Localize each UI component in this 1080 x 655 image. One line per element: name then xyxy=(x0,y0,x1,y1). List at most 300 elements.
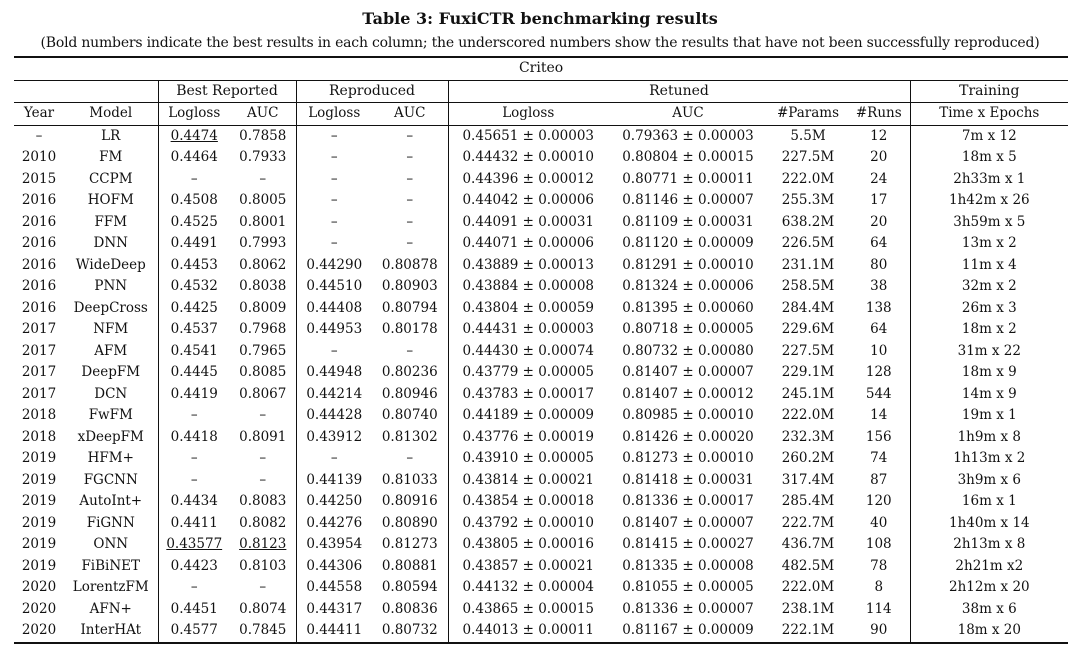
cell-rp-auc: 0.80740 xyxy=(381,407,438,424)
cell-model: InterHAt xyxy=(80,622,142,639)
cell-time: 1h42m x 26 xyxy=(910,190,1068,212)
cell-runs: 544 xyxy=(865,385,892,402)
cell-params: 245.1M xyxy=(781,385,835,402)
cell-rp-auc: 0.80916 xyxy=(381,493,438,510)
cell-time: 18m x 20 xyxy=(910,620,1068,643)
cell-br-logloss: 0.4451 xyxy=(158,599,230,621)
table-row xyxy=(14,298,1068,320)
cell-rt-logloss: 0.44091 ± 0.00031 xyxy=(448,212,608,234)
cell-br-logloss: – xyxy=(158,577,230,599)
cell-rt-auc: 0.79363 ± 0.00003 xyxy=(622,127,754,144)
col-rp-auc: AUC xyxy=(394,105,426,122)
cell-br-auc: 0.8009 xyxy=(239,299,287,316)
table-row xyxy=(14,212,1068,234)
benchmark-table xyxy=(14,56,1068,644)
cell-runs: 17 xyxy=(870,192,888,209)
table-row xyxy=(14,556,1068,578)
cell-runs: 138 xyxy=(865,299,892,316)
table-row xyxy=(14,427,1068,449)
table-row xyxy=(14,620,1068,643)
cell-rp-logloss: – xyxy=(296,212,372,234)
cell-time: 18m x 5 xyxy=(910,147,1068,169)
cell-rt-logloss: 0.43910 ± 0.00005 xyxy=(448,448,608,470)
cell-time: 19m x 1 xyxy=(910,405,1068,427)
col-rp-logloss: Logloss xyxy=(296,103,372,126)
cell-br-logloss: – xyxy=(158,405,230,427)
cell-model: DeepCross xyxy=(73,299,148,316)
cell-br-logloss: – xyxy=(158,470,230,492)
table-row xyxy=(14,513,1068,535)
cell-time: 26m x 3 xyxy=(910,298,1068,320)
cell-runs: 90 xyxy=(870,622,888,639)
cell-model: NFM xyxy=(93,321,129,338)
cell-rp-logloss: – xyxy=(296,169,372,191)
cell-br-logloss: 0.43577 xyxy=(158,534,230,556)
table-body xyxy=(14,125,1068,643)
dataset-name: Criteo xyxy=(518,60,564,77)
cell-br-logloss: 0.4508 xyxy=(158,190,230,212)
cell-rp-auc: – xyxy=(406,149,414,166)
cell-model: WideDeep xyxy=(75,256,146,273)
cell-rt-auc: 0.81407 ± 0.00007 xyxy=(622,514,754,531)
table-subtitle: (Bold numbers indicate the best results in each column; the underscored numbers show the results that have not been successfully reproduced) xyxy=(40,35,1040,51)
cell-params: 232.3M xyxy=(781,428,835,445)
cell-time: 31m x 22 xyxy=(910,341,1068,363)
cell-params: 284.4M xyxy=(781,299,835,316)
cell-year: 2017 xyxy=(21,342,57,359)
table-row xyxy=(14,147,1068,169)
cell-rp-auc: 0.80594 xyxy=(381,579,438,596)
cell-rp-auc: 0.80903 xyxy=(381,278,438,295)
cell-rt-auc: 0.81407 ± 0.00007 xyxy=(622,364,754,381)
cell-params: 222.0M xyxy=(781,170,835,187)
cell-params: 258.5M xyxy=(781,278,835,295)
cell-year: 2017 xyxy=(21,321,57,338)
cell-br-auc: 0.7845 xyxy=(239,622,287,639)
table-row xyxy=(14,169,1068,191)
table-row xyxy=(14,255,1068,277)
cell-rt-logloss: 0.43814 ± 0.00021 xyxy=(448,470,608,492)
cell-year: 2016 xyxy=(21,256,57,273)
cell-rt-auc: 0.81109 ± 0.00031 xyxy=(622,213,754,230)
cell-br-auc: 0.8038 xyxy=(239,278,287,295)
cell-br-auc: 0.8123 xyxy=(239,536,287,553)
cell-rp-logloss: 0.44411 xyxy=(296,620,372,643)
cell-params: 482.5M xyxy=(781,557,835,574)
cell-br-auc: – xyxy=(259,170,267,187)
cell-time: 1h40m x 14 xyxy=(910,513,1068,535)
cell-rp-auc: 0.80732 xyxy=(381,622,438,639)
cell-year: 2019 xyxy=(21,536,57,553)
table-row xyxy=(14,190,1068,212)
cell-year: 2020 xyxy=(21,622,57,639)
cell-rt-auc: 0.81395 ± 0.00060 xyxy=(622,299,754,316)
cell-model: FM xyxy=(99,149,123,166)
cell-year: 2019 xyxy=(21,450,57,467)
cell-rt-logloss: 0.43854 ± 0.00018 xyxy=(448,491,608,513)
cell-br-auc: 0.8082 xyxy=(239,514,287,531)
cell-time: 32m x 2 xyxy=(910,276,1068,298)
cell-br-auc: 0.8074 xyxy=(239,600,287,617)
cell-year: 2018 xyxy=(21,428,57,445)
cell-br-logloss: 0.4423 xyxy=(158,556,230,578)
cell-rp-logloss: – xyxy=(296,341,372,363)
cell-rp-auc: 0.81273 xyxy=(381,536,438,553)
cell-runs: 10 xyxy=(870,342,888,359)
col-time-epochs: Time x Epochs xyxy=(910,103,1068,126)
cell-br-logloss: 0.4445 xyxy=(158,362,230,384)
cell-rp-auc: – xyxy=(406,235,414,252)
cell-br-logloss: 0.4577 xyxy=(158,620,230,643)
cell-rp-logloss: 0.44276 xyxy=(296,513,372,535)
cell-rp-logloss: 0.44306 xyxy=(296,556,372,578)
cell-rt-auc: 0.81336 ± 0.00017 xyxy=(622,493,754,510)
cell-br-auc: 0.7933 xyxy=(239,149,287,166)
cell-time: 3h59m x 5 xyxy=(910,212,1068,234)
cell-br-logloss: 0.4425 xyxy=(158,298,230,320)
col-rt-auc: AUC xyxy=(672,105,704,122)
cell-rp-auc: 0.80878 xyxy=(381,256,438,273)
cell-runs: 40 xyxy=(870,514,888,531)
cell-runs: 78 xyxy=(870,557,888,574)
cell-rt-auc: 0.81146 ± 0.00007 xyxy=(622,192,754,209)
cell-rp-logloss: 0.43954 xyxy=(296,534,372,556)
cell-model: FwFM xyxy=(88,407,133,424)
cell-time: 2h33m x 1 xyxy=(910,169,1068,191)
cell-year: 2010 xyxy=(21,149,57,166)
cell-br-logloss: 0.4411 xyxy=(158,513,230,535)
cell-params: 5.5M xyxy=(790,127,826,144)
cell-br-logloss: 0.4418 xyxy=(158,427,230,449)
cell-rp-logloss: 0.44139 xyxy=(296,470,372,492)
cell-rp-logloss: 0.44428 xyxy=(296,405,372,427)
cell-rp-logloss: 0.44290 xyxy=(296,255,372,277)
cell-rp-auc: – xyxy=(406,213,414,230)
cell-model: HOFM xyxy=(87,192,134,209)
cell-runs: 87 xyxy=(870,471,888,488)
cell-time: 11m x 4 xyxy=(910,255,1068,277)
cell-params: 222.1M xyxy=(781,622,835,639)
cell-year: 2018 xyxy=(21,407,57,424)
cell-rt-auc: 0.81324 ± 0.00006 xyxy=(622,278,754,295)
cell-rt-logloss: 0.43792 ± 0.00010 xyxy=(448,513,608,535)
table-row xyxy=(14,362,1068,384)
table-row xyxy=(14,405,1068,427)
cell-runs: 128 xyxy=(865,364,892,381)
cell-br-logloss: 0.4537 xyxy=(158,319,230,341)
cell-rp-auc: – xyxy=(406,450,414,467)
cell-runs: 14 xyxy=(870,407,888,424)
cell-params: 222.0M xyxy=(781,407,835,424)
cell-br-auc: 0.8085 xyxy=(239,364,287,381)
cell-model: FiGNN xyxy=(86,514,135,531)
cell-model: PNN xyxy=(94,278,128,295)
table-row xyxy=(14,577,1068,599)
cell-rp-auc: 0.80178 xyxy=(381,321,438,338)
cell-time: 7m x 12 xyxy=(910,125,1068,147)
cell-br-logloss: 0.4453 xyxy=(158,255,230,277)
cell-time: 3h9m x 6 xyxy=(910,470,1068,492)
cell-rp-logloss: – xyxy=(296,233,372,255)
cell-year: 2015 xyxy=(21,170,57,187)
cell-rp-logloss: 0.44953 xyxy=(296,319,372,341)
cell-runs: 8 xyxy=(874,579,884,596)
cell-params: 260.2M xyxy=(781,450,835,467)
table-row xyxy=(14,599,1068,621)
table-row xyxy=(14,233,1068,255)
cell-model: ONN xyxy=(93,536,129,553)
cell-runs: 80 xyxy=(870,256,888,273)
cell-br-logloss: – xyxy=(158,169,230,191)
cell-rt-auc: 0.80771 ± 0.00011 xyxy=(622,170,754,187)
cell-rt-logloss: 0.44189 ± 0.00009 xyxy=(448,405,608,427)
cell-rp-logloss: 0.43912 xyxy=(296,427,372,449)
cell-br-auc: – xyxy=(259,407,267,424)
cell-rp-auc: 0.81302 xyxy=(381,428,438,445)
col-br-logloss: Logloss xyxy=(158,103,230,126)
cell-params: 285.4M xyxy=(781,493,835,510)
group-reproduced: Reproduced xyxy=(296,80,448,103)
cell-rt-auc: 0.81273 ± 0.00010 xyxy=(622,450,754,467)
cell-rt-auc: 0.80732 ± 0.00080 xyxy=(622,342,754,359)
cell-runs: 20 xyxy=(870,149,888,166)
cell-model: HFM+ xyxy=(87,450,134,467)
cell-rp-logloss: – xyxy=(296,190,372,212)
cell-year: 2019 xyxy=(21,493,57,510)
cell-br-auc: 0.8083 xyxy=(239,493,287,510)
cell-time: 18m x 2 xyxy=(910,319,1068,341)
cell-rp-logloss: 0.44408 xyxy=(296,298,372,320)
cell-br-auc: 0.8005 xyxy=(239,192,287,209)
cell-params: 226.5M xyxy=(781,235,835,252)
cell-rp-logloss: 0.44558 xyxy=(296,577,372,599)
cell-rp-logloss: 0.44317 xyxy=(296,599,372,621)
cell-br-auc: 0.8091 xyxy=(239,428,287,445)
table-row xyxy=(14,319,1068,341)
cell-rt-logloss: 0.43857 ± 0.00021 xyxy=(448,556,608,578)
cell-time: 14m x 9 xyxy=(910,384,1068,406)
cell-rt-logloss: 0.45651 ± 0.00003 xyxy=(448,125,608,147)
cell-rt-logloss: 0.43865 ± 0.00015 xyxy=(448,599,608,621)
cell-year: 2016 xyxy=(21,299,57,316)
cell-rp-auc: 0.80946 xyxy=(381,385,438,402)
cell-time: 2h12m x 20 xyxy=(910,577,1068,599)
cell-params: 255.3M xyxy=(781,192,835,209)
cell-br-logloss: 0.4532 xyxy=(158,276,230,298)
cell-year: 2017 xyxy=(21,385,57,402)
cell-year: 2020 xyxy=(21,600,57,617)
col-br-auc: AUC xyxy=(247,105,279,122)
cell-rt-auc: 0.81167 ± 0.00009 xyxy=(622,622,754,639)
table-row xyxy=(14,276,1068,298)
cell-br-auc: 0.8103 xyxy=(239,557,287,574)
cell-model: AFN+ xyxy=(89,600,132,617)
cell-rp-auc: 0.80836 xyxy=(381,600,438,617)
cell-rt-auc: 0.81336 ± 0.00007 xyxy=(622,600,754,617)
cell-runs: 24 xyxy=(870,170,888,187)
cell-year: 2016 xyxy=(21,213,57,230)
cell-model: xDeepFM xyxy=(77,428,144,445)
cell-time: 1h9m x 8 xyxy=(910,427,1068,449)
cell-params: 229.6M xyxy=(781,321,835,338)
cell-params: 227.5M xyxy=(781,342,835,359)
cell-br-auc: 0.7993 xyxy=(239,235,287,252)
cell-rt-logloss: 0.43805 ± 0.00016 xyxy=(448,534,608,556)
cell-time: 2h21m x2 xyxy=(910,556,1068,578)
group-retuned: Retuned xyxy=(448,80,910,103)
cell-rt-logloss: 0.44432 ± 0.00010 xyxy=(448,147,608,169)
cell-year: 2016 xyxy=(21,192,57,209)
cell-runs: 64 xyxy=(870,321,888,338)
cell-rt-auc: 0.81418 ± 0.00031 xyxy=(622,471,754,488)
cell-rt-auc: 0.81055 ± 0.00005 xyxy=(622,579,754,596)
cell-br-logloss: 0.4541 xyxy=(158,341,230,363)
group-header-row xyxy=(14,80,1068,103)
cell-year: 2016 xyxy=(21,278,57,295)
cell-rp-logloss: 0.44948 xyxy=(296,362,372,384)
cell-br-auc: – xyxy=(259,450,267,467)
cell-rp-auc: 0.80881 xyxy=(381,557,438,574)
cell-runs: 12 xyxy=(870,127,888,144)
cell-params: 436.7M xyxy=(781,536,835,553)
cell-time: 1h13m x 2 xyxy=(910,448,1068,470)
cell-br-logloss: 0.4491 xyxy=(158,233,230,255)
cell-time: 38m x 6 xyxy=(910,599,1068,621)
cell-year: – xyxy=(35,127,43,144)
cell-br-logloss: – xyxy=(158,448,230,470)
table-row xyxy=(14,384,1068,406)
cell-year: 2017 xyxy=(21,364,57,381)
cell-rp-auc: – xyxy=(406,192,414,209)
cell-model: FiBiNET xyxy=(81,557,141,574)
cell-runs: 120 xyxy=(865,493,892,510)
cell-rt-logloss: 0.43884 ± 0.00008 xyxy=(448,276,608,298)
cell-year: 2019 xyxy=(21,557,57,574)
cell-rt-logloss: 0.44396 ± 0.00012 xyxy=(448,169,608,191)
cell-rt-logloss: 0.43889 ± 0.00013 xyxy=(448,255,608,277)
cell-rp-logloss: – xyxy=(296,125,372,147)
col-params: #Params xyxy=(776,105,840,122)
cell-rt-logloss: 0.44430 ± 0.00074 xyxy=(448,341,608,363)
table-row xyxy=(14,341,1068,363)
cell-year: 2020 xyxy=(21,579,57,596)
cell-rt-auc: 0.81415 ± 0.00027 xyxy=(622,536,754,553)
table-row xyxy=(14,448,1068,470)
cell-params: 238.1M xyxy=(781,600,835,617)
cell-runs: 74 xyxy=(870,450,888,467)
cell-br-auc: 0.8001 xyxy=(239,213,287,230)
cell-rp-logloss: – xyxy=(296,448,372,470)
group-training: Training xyxy=(910,80,1068,103)
table-row xyxy=(14,534,1068,556)
cell-model: LorentzFM xyxy=(72,579,149,596)
cell-rt-auc: 0.80985 ± 0.00010 xyxy=(622,407,754,424)
cell-runs: 108 xyxy=(865,536,892,553)
cell-rp-logloss: 0.44214 xyxy=(296,384,372,406)
cell-rt-auc: 0.81407 ± 0.00012 xyxy=(622,385,754,402)
cell-rt-logloss: 0.44013 ± 0.00011 xyxy=(448,620,608,643)
cell-model: FGCNN xyxy=(83,471,138,488)
cell-params: 222.7M xyxy=(781,514,835,531)
cell-br-auc: – xyxy=(259,579,267,596)
cell-br-logloss: 0.4464 xyxy=(158,147,230,169)
table-title: Table 3: FuxiCTR benchmarking results xyxy=(362,9,718,28)
cell-runs: 64 xyxy=(870,235,888,252)
cell-runs: 156 xyxy=(865,428,892,445)
dataset-header-row xyxy=(14,57,1068,80)
cell-rp-auc: 0.80794 xyxy=(381,299,438,316)
cell-br-logloss: 0.4525 xyxy=(158,212,230,234)
cell-rt-auc: 0.81120 ± 0.00009 xyxy=(622,235,754,252)
cell-rp-logloss: 0.44510 xyxy=(296,276,372,298)
cell-br-auc: 0.7965 xyxy=(239,342,287,359)
col-rt-logloss: Logloss xyxy=(448,103,608,126)
cell-rt-auc: 0.81426 ± 0.00020 xyxy=(622,428,754,445)
col-runs: #Runs xyxy=(855,105,902,122)
cell-model: LR xyxy=(101,127,121,144)
cell-year: 2019 xyxy=(21,514,57,531)
cell-time: 16m x 1 xyxy=(910,491,1068,513)
cell-time: 13m x 2 xyxy=(910,233,1068,255)
table-row xyxy=(14,125,1068,147)
cell-br-logloss: 0.4419 xyxy=(158,384,230,406)
cell-rp-auc: – xyxy=(406,127,414,144)
cell-time: 2h13m x 8 xyxy=(910,534,1068,556)
group-spacer xyxy=(14,80,158,103)
cell-rt-logloss: 0.44431 ± 0.00003 xyxy=(448,319,608,341)
cell-runs: 114 xyxy=(865,600,892,617)
cell-rt-logloss: 0.44132 ± 0.00004 xyxy=(448,577,608,599)
col-model: Model xyxy=(89,105,133,122)
cell-runs: 20 xyxy=(870,213,888,230)
cell-rt-logloss: 0.43804 ± 0.00059 xyxy=(448,298,608,320)
cell-rp-logloss: – xyxy=(296,147,372,169)
cell-runs: 38 xyxy=(870,278,888,295)
cell-rt-auc: 0.81291 ± 0.00010 xyxy=(622,256,754,273)
cell-rp-auc: 0.80236 xyxy=(381,364,438,381)
cell-params: 231.1M xyxy=(781,256,835,273)
cell-rt-logloss: 0.43776 ± 0.00019 xyxy=(448,427,608,449)
cell-model: DeepFM xyxy=(81,364,141,381)
cell-model: FFM xyxy=(94,213,128,230)
cell-br-logloss: 0.4474 xyxy=(158,125,230,147)
table-row xyxy=(14,470,1068,492)
cell-params: 317.4M xyxy=(781,471,835,488)
cell-rp-auc: – xyxy=(406,170,414,187)
col-year: Year xyxy=(23,105,55,122)
cell-params: 227.5M xyxy=(781,149,835,166)
cell-params: 229.1M xyxy=(781,364,835,381)
cell-model: CCPM xyxy=(88,170,133,187)
cell-rp-auc: – xyxy=(406,342,414,359)
group-best-reported: Best Reported xyxy=(158,80,296,103)
cell-rt-auc: 0.80718 ± 0.00005 xyxy=(622,321,754,338)
cell-br-auc: – xyxy=(259,471,267,488)
cell-rt-logloss: 0.44071 ± 0.00006 xyxy=(448,233,608,255)
cell-rp-logloss: 0.44250 xyxy=(296,491,372,513)
cell-model: DCN xyxy=(94,385,128,402)
cell-time: 18m x 9 xyxy=(910,362,1068,384)
cell-rt-logloss: 0.43779 ± 0.00005 xyxy=(448,362,608,384)
cell-rp-auc: 0.81033 xyxy=(381,471,438,488)
cell-model: DNN xyxy=(93,235,128,252)
table-row xyxy=(14,491,1068,513)
cell-year: 2016 xyxy=(21,235,57,252)
cell-params: 638.2M xyxy=(781,213,835,230)
cell-br-auc: 0.8062 xyxy=(239,256,287,273)
column-header-row xyxy=(14,103,1068,126)
cell-br-auc: 0.8067 xyxy=(239,385,287,402)
